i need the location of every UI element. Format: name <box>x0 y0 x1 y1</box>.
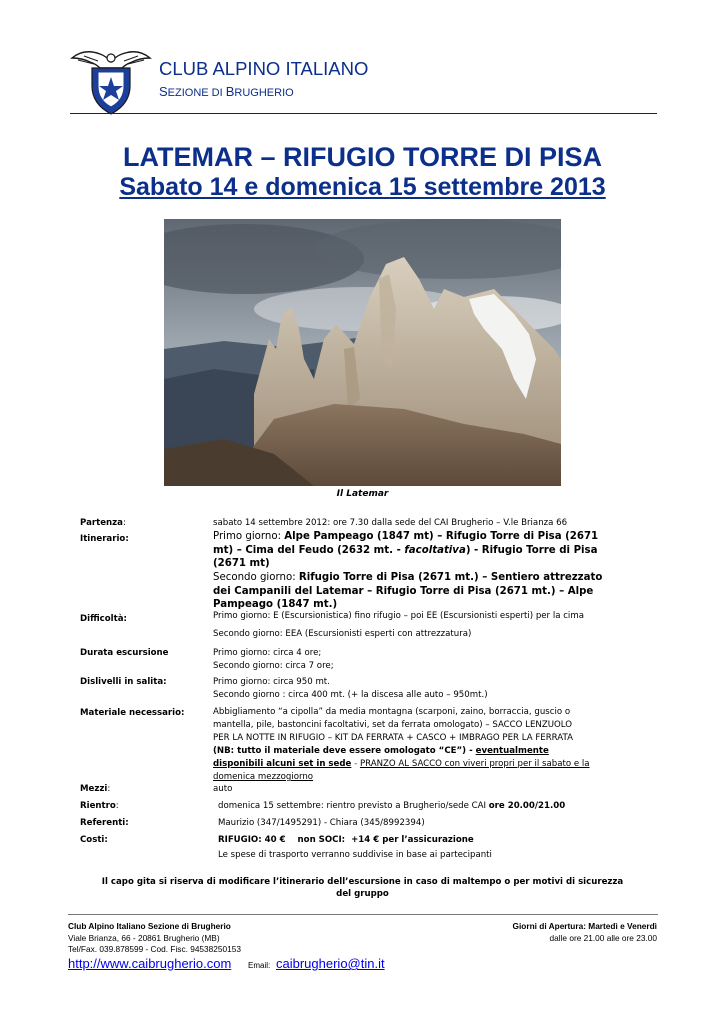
footer-opening-hours: dalle ore 21.00 alle ore 23.00 <box>549 933 657 943</box>
event-dates: Sabato 14 e domenica 15 settembre 2013 <box>119 173 606 201</box>
value-referenti: Maurizio (347/1495291) - Chiara (345/8992394) <box>218 818 425 828</box>
label-difficolta: Difficoltà: <box>80 614 127 624</box>
label-rientro: Rientro: <box>80 801 119 811</box>
footer-opening-days: Giorni di Apertura: Martedì e Venerdì <box>512 921 657 931</box>
label-materiale: Materiale necessario: <box>80 708 185 718</box>
value-partenza: sabato 14 settembre 2012: ore 7.30 dalla sede del CAI Brugherio – V.le Brianza 66 <box>213 518 568 528</box>
website-link[interactable]: http://www.caibrugherio.com <box>68 956 232 971</box>
value-costi: RIFUGIO: 40 € non SOCI: +14 € per l’assicurazione <box>218 835 474 845</box>
value-itinerario-day1: Primo giorno: Alpe Pampeago (1847 mt) – Rifugio Torre di Pisa (2671 mt) – Cima del Feudo (2632 mt. - facoltativa) - Rifugio Torre di Pisa (2671 mt) <box>213 531 599 570</box>
label-dislivelli: Dislivelli in salita: <box>80 677 167 687</box>
footer-org: Club Alpino Italiano Sezione di Brugherio <box>68 921 231 931</box>
label-costi: Costi: <box>80 835 108 845</box>
email-link[interactable]: caibrugherio@tin.it <box>276 956 385 971</box>
value-durata-day1: Primo giorno: circa 4 ore; <box>213 648 322 658</box>
page-title: LATEMAR – RIFUGIO TORRE DI PISA <box>122 142 603 172</box>
footer-address: Viale Brianza, 66 - 20861 Brugherio (MB) <box>68 933 220 943</box>
label-durata: Durata escursione <box>80 648 169 658</box>
photo-caption: Il Latemar <box>336 489 389 499</box>
value-difficolta-day2: Secondo giorno: EEA (Escursionisti esperti con attrezzatura) <box>213 629 472 639</box>
label-partenza: Partenza: <box>80 518 126 528</box>
cai-eagle-shield-logo <box>70 44 152 116</box>
footer-phone: Tel/Fax. 039.878599 - Cod. Fisc. 94538250153 <box>68 944 241 954</box>
value-durata-day2: Secondo giorno: circa 7 ore; <box>213 661 334 671</box>
email-label: Email: <box>248 961 271 970</box>
organization-section: SEZIONE DI BRUGHERIO <box>159 84 294 99</box>
value-itinerario-day2: Secondo giorno: Rifugio Torre di Pisa (2671 mt.) – Sentiero attrezzato dei Campanili del Latemar – Rifugio Torre di Pisa (2671 mt.) – Alpe Pampeago (1847 mt.) <box>213 572 603 611</box>
value-dislivelli-day1: Primo giorno: circa 950 mt. <box>213 677 330 687</box>
label-referenti: Referenti: <box>80 818 129 828</box>
footer-divider <box>68 914 658 915</box>
label-itinerario: Itinerario: <box>80 534 129 544</box>
value-costi-note: Le spese di trasporto verranno suddivise in base ai partecipanti <box>218 850 492 860</box>
leader-notice: Il capo gita si riserva di modificare l’itinerario dell’escursione in caso di maltempo o per motivi di sicurezza del gruppo <box>101 877 624 899</box>
label-mezzi: Mezzi: <box>80 784 111 794</box>
value-rientro: domenica 15 settembre: rientro previsto a Brugherio/sede CAI ore 20.00/21.00 <box>218 801 566 811</box>
value-mezzi: auto <box>213 784 233 794</box>
organization-name: CLUB ALPINO ITALIANO <box>159 58 369 79</box>
header-divider <box>70 113 657 114</box>
value-materiale: Abbigliamento “a cipolla” da media montagna (scarponi, zaino, borraccia, guscio o mantella, pile, bastoncini facoltativi, set da ferrata omologato) – SACCO LENZUOLO PER LA NOTTE IN RIFUGIO – KIT DA FERRATA + CASCO + IMBRAGO PER LA FERRATA (NB: tutto il materiale deve essere omologato “CE”) - eventualmente disponibili alcuni set in sede - PRANZO AL SACCO con viveri propri per il sabato e la domenica mezzogiorno <box>213 707 590 782</box>
value-dislivelli-day2: Secondo giorno : circa 400 mt. (+ la discesa alle auto – 950mt.) <box>213 690 488 700</box>
latemar-mountain-photo <box>164 219 561 486</box>
value-difficolta-day1: Primo giorno: E (Escursionistica) fino rifugio – poi EE (Escursionisti esperti) per la cima <box>213 611 584 621</box>
